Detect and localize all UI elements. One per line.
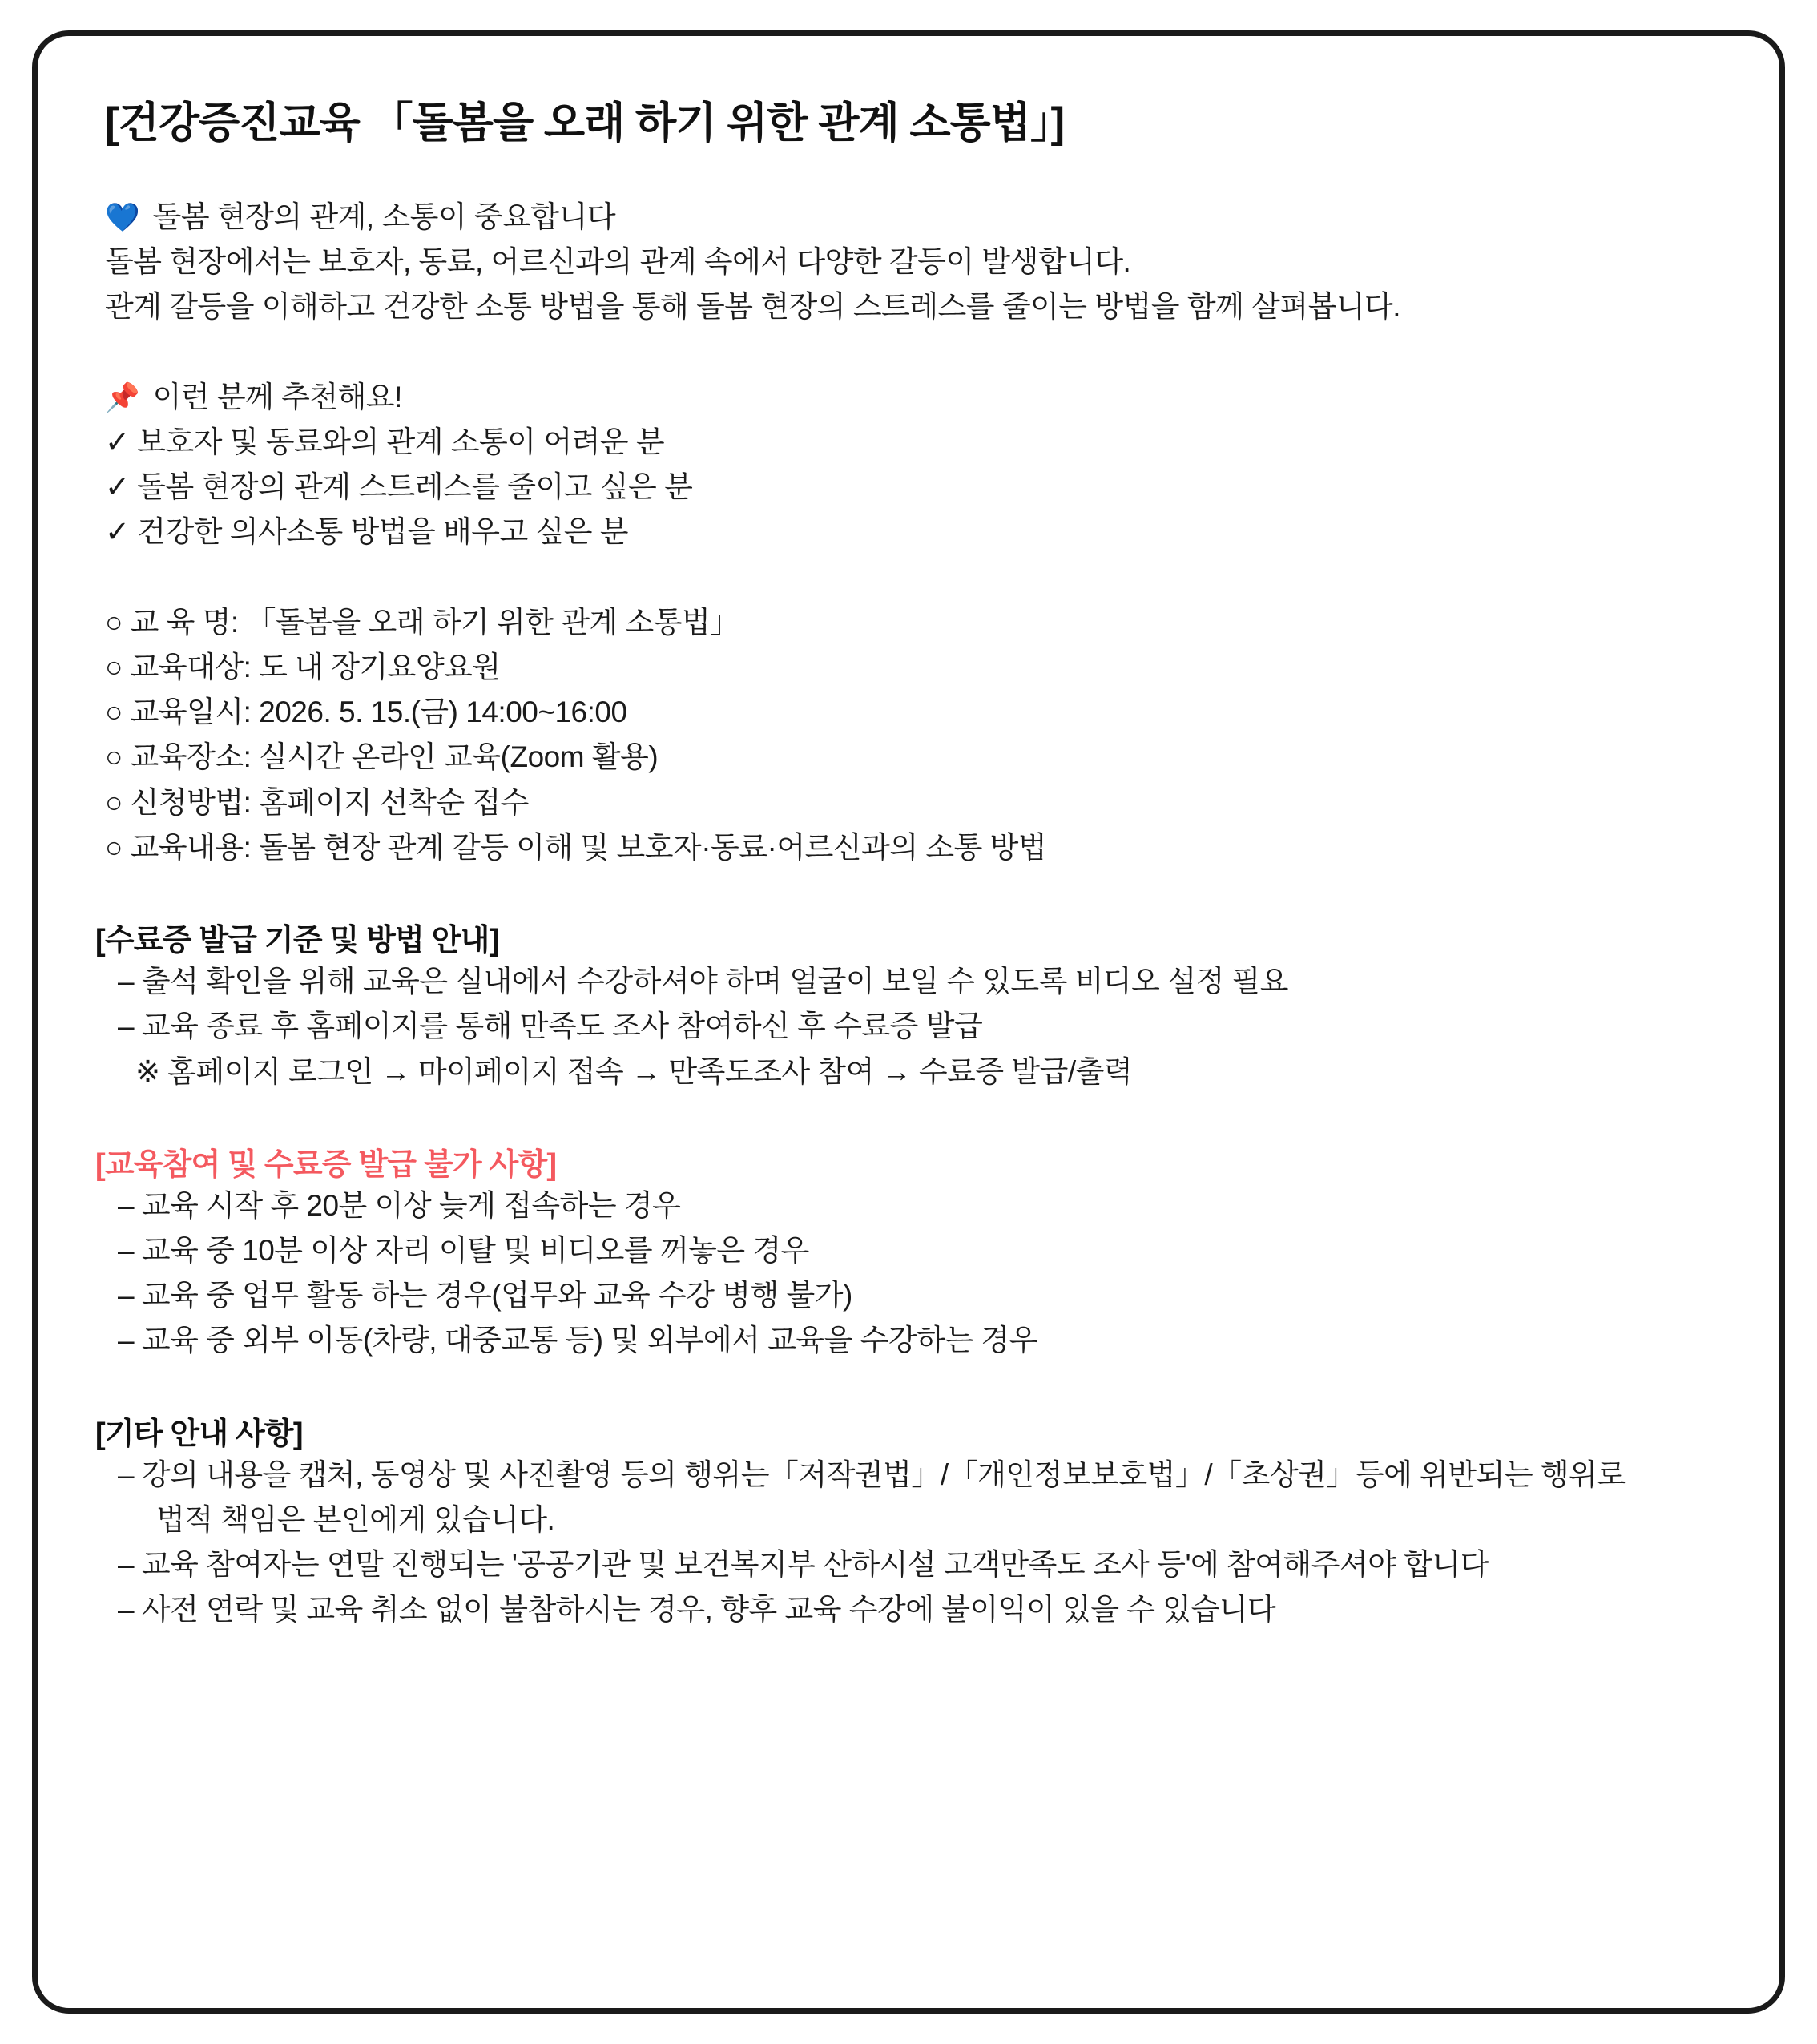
certificate-heading: [수료증 발급 기준 및 방법 안내]: [95, 924, 499, 958]
detail-course-name: ○ 교 육 명: 「돌봄을 오래 하기 위한 관계 소통법」: [105, 605, 739, 639]
restrictions-section: [87, 1139, 1730, 1364]
intro-heading: 돌봄 현장의 관계, 소통이 중요합니다: [152, 200, 616, 233]
recommend-heading-row: [105, 375, 1730, 420]
detail-audience: ○ 교육대상: 도 내 장기요양요원: [105, 650, 501, 683]
detail-apply-method: ○ 신청방법: 홈페이지 선착순 접수: [105, 785, 529, 819]
recommend-section: [87, 375, 1730, 555]
restriction-item: – 교육 중 업무 활동 하는 경우(업무와 교육 수강 병행 불가): [118, 1279, 852, 1312]
other-notice-item-1-line-1: – 강의 내용을 캡처, 동영상 및 사진촬영 등의 행위는「저작권법」/「개인정보보호법」/「초상권」등에 위반되는 행위로: [118, 1457, 1626, 1491]
other-notice-item-1-line-2: 법적 책임은 본인에게 있습니다.: [156, 1502, 555, 1536]
restrictions-heading: [교육참여 및 수료증 발급 불가 사항]: [95, 1147, 557, 1182]
detail-datetime: ○ 교육일시: 2026. 5. 15.(금) 14:00~16:00: [105, 695, 627, 729]
details-section: [87, 600, 1730, 870]
page-title: [건강증진교육 「돌봄을 오래 하기 위한 관계 소통법」]: [105, 99, 1065, 147]
other-notice-item-2: – 교육 참여자는 연말 진행되는 '공공기관 및 보건복지부 산하시설 고객만족도 조사 등'에 참여해주셔야 합니다: [118, 1548, 1489, 1582]
certificate-item: – 교육 종료 후 홈페이지를 통해 만족도 조사 참여하신 후 수료증 발급: [118, 1010, 983, 1043]
recommend-item: ✓ 보호자 및 동료와의 관계 소통이 어려운 분: [105, 425, 665, 458]
detail-content: ○ 교육내용: 돌봄 현장 관계 갈등 이해 및 보호자·동료·어르신과의 소통 방법: [105, 830, 1047, 864]
other-notice-item-3: – 사전 연락 및 교육 취소 없이 불참하시는 경우, 향후 교육 수강에 불이익이 있을 수 있습니다: [118, 1593, 1276, 1627]
intro-heading-row: [105, 195, 1730, 240]
restriction-item: – 교육 시작 후 20분 이상 늦게 접속하는 경우: [118, 1188, 681, 1222]
notice-card: [32, 30, 1785, 2014]
certificate-item: – 출석 확인을 위해 교육은 실내에서 수강하셔야 하며 얼굴이 보일 수 있도록 비디오 설정 필요: [118, 965, 1288, 998]
detail-location: ○ 교육장소: 실시간 온라인 교육(Zoom 활용): [105, 740, 659, 774]
restriction-item: – 교육 중 10분 이상 자리 이탈 및 비디오를 꺼놓은 경우: [118, 1233, 809, 1267]
recommend-item: ✓ 돌봄 현장의 관계 스트레스를 줄이고 싶은 분: [105, 470, 693, 504]
intro-section: [87, 195, 1730, 330]
intro-line-2: 관계 갈등을 이해하고 건강한 소통 방법을 통해 돌봄 현장의 스트레스를 줄이는 방법을 함께 살펴봅니다.: [105, 290, 1401, 324]
recommend-item: ✓ 건강한 의사소통 방법을 배우고 싶은 분: [105, 515, 629, 549]
restriction-item: – 교육 중 외부 이동(차량, 대중교통 등) 및 외부에서 교육을 수강하는 경우: [118, 1324, 1037, 1357]
other-notices-section: [87, 1409, 1730, 1633]
certificate-note: ※ 홈페이지 로그인 → 마이페이지 접속 → 만족도조사 참여 → 수료증 발급/출력: [135, 1054, 1133, 1088]
pushpin-icon: 📌: [105, 381, 140, 413]
certificate-section: [87, 915, 1730, 1095]
blue-heart-icon: 💙: [105, 202, 140, 233]
recommend-heading: 이런 분께 추천해요!: [152, 380, 402, 413]
intro-line-1: 돌봄 현장에서는 보호자, 동료, 어르신과의 관계 속에서 다양한 갈등이 발생합니다.: [105, 245, 1131, 279]
other-notices-heading: [기타 안내 사항]: [95, 1417, 303, 1451]
